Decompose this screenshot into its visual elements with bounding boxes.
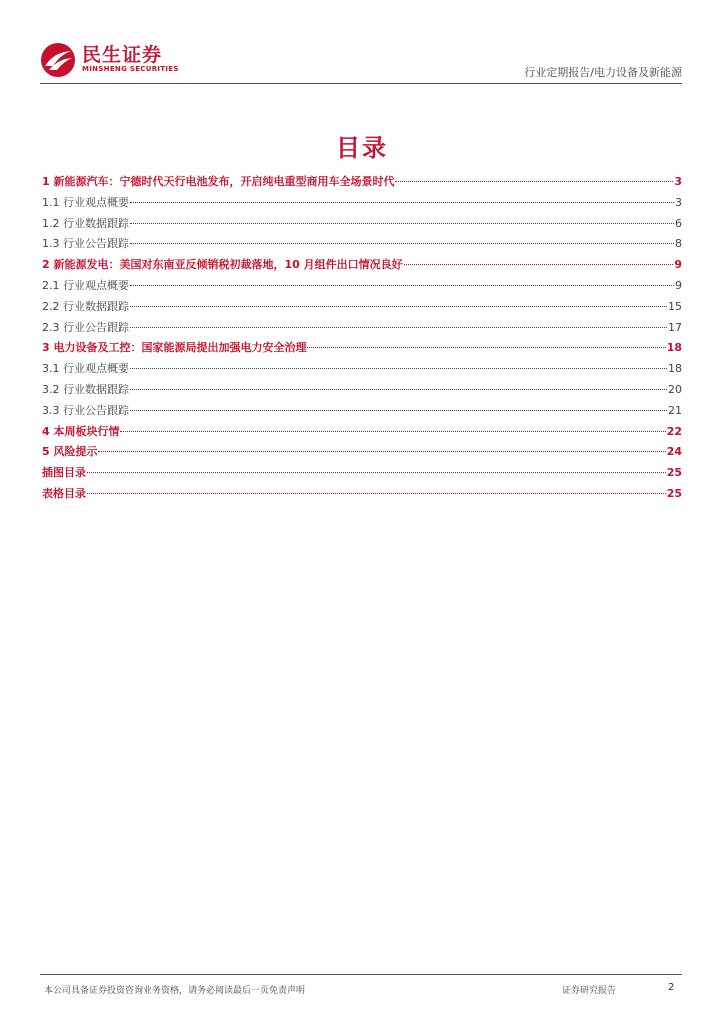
toc-entry-title: 3.3 行业公告跟踪 [42, 403, 129, 417]
toc-entry-page: 15 [668, 299, 682, 313]
page-header [40, 38, 682, 84]
toc-entry-title: 1.1 行业观点概要 [42, 195, 129, 209]
toc-entry[interactable] [42, 484, 682, 505]
company-logo [40, 38, 200, 78]
toc-entry[interactable] [42, 172, 682, 193]
toc-entry-title: 5 风险提示 [42, 445, 98, 459]
toc-entry-page: 24 [666, 445, 682, 459]
toc-entry-title: 表格目录 [42, 486, 86, 500]
report-type-label: 行业定期报告/电力设备及新能源 [524, 66, 682, 79]
toc-entry-title: 1 新能源汽车：宁德时代天行电池发布，开启纯电重型商用车全场景时代 [42, 175, 395, 188]
toc-entry[interactable] [42, 380, 682, 401]
toc-dot-leader [120, 431, 665, 432]
toc-dot-leader [395, 181, 673, 182]
toc-dot-leader [130, 202, 674, 203]
toc-dot-leader [130, 368, 667, 369]
toc-entry-page: 18 [666, 341, 682, 355]
logo-english-name: MINSHENG SECURITIES [82, 65, 179, 73]
toc-dot-leader [130, 285, 674, 286]
toc-entry[interactable] [42, 318, 682, 339]
toc-entry-page: 21 [668, 403, 682, 417]
toc-entry[interactable] [42, 442, 682, 463]
toc-entry-page: 18 [668, 362, 682, 376]
toc-entry[interactable] [42, 359, 682, 380]
toc-dot-leader [130, 306, 667, 307]
toc-dot-leader [130, 389, 667, 390]
toc-entry-title: 插图目录 [42, 466, 86, 480]
toc-entry[interactable] [42, 401, 682, 422]
toc-dot-leader [87, 493, 666, 494]
toc-entry-title: 1.3 行业公告跟踪 [42, 237, 129, 251]
toc-entry-title: 2.1 行业观点概要 [42, 278, 129, 292]
toc-entry-page: 25 [666, 466, 682, 480]
footer-doc-type: 证券研究报告 [562, 986, 617, 996]
table-of-contents [42, 172, 682, 505]
toc-entry-page: 20 [668, 382, 682, 396]
toc-entry-title: 4 本周板块行情 [42, 424, 120, 438]
toc-entry-page: 3 [675, 195, 682, 209]
toc-entry-title: 3.2 行业数据跟踪 [42, 382, 129, 396]
toc-entry[interactable] [42, 463, 682, 484]
toc-entry-title: 3 电力设备及工控：国家能源局提出加强电力安全治理 [42, 341, 307, 355]
footer-disclaimer: 本公司具备证券投资咨询业务资格，请务必阅读最后一页免责声明 [44, 986, 306, 996]
toc-entry-page: 9 [674, 258, 682, 272]
toc-title: 目录 [336, 134, 388, 162]
toc-entry[interactable] [42, 193, 682, 214]
header-divider [40, 83, 682, 84]
toc-entry-title: 2.3 行业公告跟踪 [42, 320, 129, 334]
toc-dot-leader [87, 472, 666, 473]
logo-chinese-name: 民生证券 [82, 44, 163, 66]
toc-entry-page: 17 [668, 320, 682, 334]
toc-entry-page: 22 [666, 424, 682, 438]
toc-entry-page: 9 [675, 278, 682, 292]
toc-entry[interactable] [42, 234, 682, 255]
toc-dot-leader [98, 451, 665, 452]
toc-dot-leader [404, 264, 674, 265]
toc-dot-leader [130, 410, 667, 411]
toc-entry[interactable] [42, 338, 682, 359]
toc-entry[interactable] [42, 214, 682, 235]
footer-divider [40, 974, 682, 975]
toc-dot-leader [130, 327, 667, 328]
toc-entry-page: 3 [674, 175, 682, 188]
toc-entry[interactable] [42, 422, 682, 443]
footer-page-number: 2 [668, 982, 675, 993]
toc-entry-title: 1.2 行业数据跟踪 [42, 216, 129, 230]
toc-entry-page: 6 [675, 216, 682, 230]
toc-dot-leader [130, 223, 674, 224]
toc-entry-page: 25 [666, 486, 682, 500]
minsheng-logo-icon [40, 42, 76, 78]
toc-entry-page: 8 [675, 237, 682, 251]
toc-entry[interactable] [42, 276, 682, 297]
toc-entry[interactable] [42, 255, 682, 276]
toc-entry[interactable] [42, 297, 682, 318]
toc-entry-title: 2.2 行业数据跟踪 [42, 299, 129, 313]
toc-entry-title: 2 新能源发电：美国对东南亚反倾销税初裁落地，10 月组件出口情况良好 [42, 258, 403, 272]
toc-dot-leader [307, 347, 665, 348]
toc-dot-leader [130, 243, 674, 244]
toc-entry-title: 3.1 行业观点概要 [42, 362, 129, 376]
